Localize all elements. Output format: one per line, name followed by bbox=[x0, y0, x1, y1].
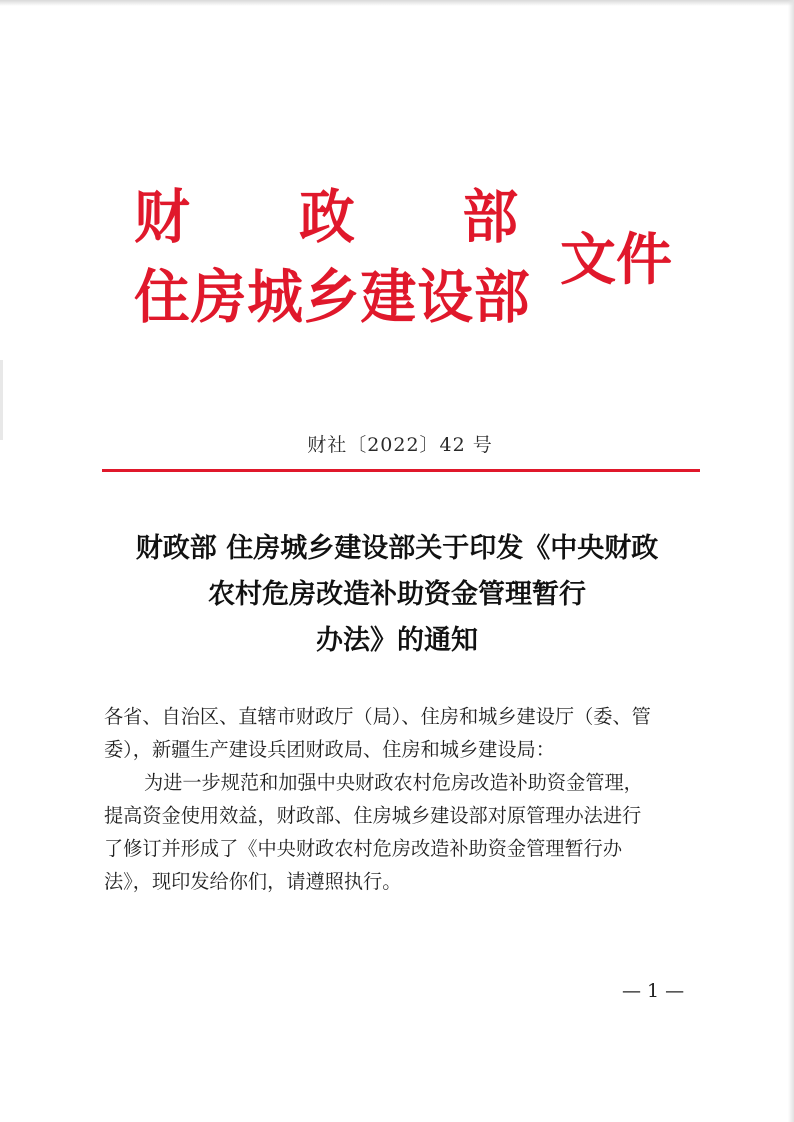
document-title bbox=[80, 526, 714, 664]
paragraph-line-2: 提高资金使用效益，财政部、住房城乡建设部对原管理办法进行 bbox=[104, 804, 642, 827]
scan-edge-left bbox=[0, 360, 3, 440]
title-line-1: 财政部 住房城乡建设部关于印发《中央财政 bbox=[135, 533, 659, 564]
document-body bbox=[104, 700, 704, 898]
issuer-char-3: 部 bbox=[462, 183, 519, 251]
scan-edge-top bbox=[0, 0, 794, 6]
issuer-char-1: 财 bbox=[134, 183, 190, 251]
paragraph-line-1: 为进一步规范和加强中央财政农村危房改造补助资金管理， bbox=[144, 771, 643, 794]
title-line-2: 农村危房改造补助资金管理暂行 bbox=[208, 579, 586, 610]
red-divider-line bbox=[102, 469, 700, 472]
issuer-line-2: 住房城乡建设部 bbox=[134, 263, 531, 331]
recipients-line-2: 委），新疆生产建设兵团财政局、住房和城乡建设局： bbox=[104, 738, 555, 761]
recipients-line-1: 各省、自治区、直辖市财政厅（局）、住房和城乡建设厅（委、管 bbox=[104, 705, 651, 728]
paragraph-line-4: 法》，现印发给你们，请遵照执行。 bbox=[104, 870, 402, 893]
paragraph-line-3: 了修订并形成了《中央财政农村危房改造补助资金管理暂行办 bbox=[104, 837, 623, 860]
page-number: — 1 — bbox=[622, 980, 685, 1002]
document-number: 财社〔2022〕42 号 bbox=[307, 434, 493, 456]
issuer-char-2: 政 bbox=[299, 183, 355, 251]
file-word: 文件 bbox=[560, 228, 672, 293]
title-line-3: 办法》的通知 bbox=[316, 625, 478, 656]
scan-edge-right bbox=[788, 0, 794, 1122]
